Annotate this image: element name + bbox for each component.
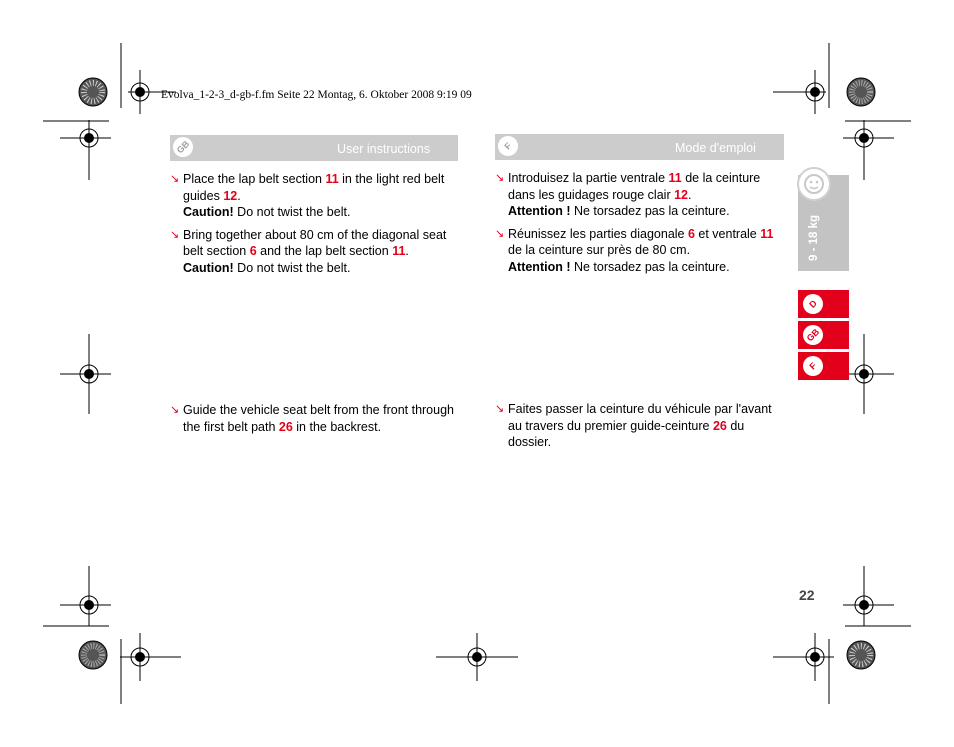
header-title-f: Mode d'emploi (675, 141, 756, 155)
f-steps (495, 170, 785, 281)
arrow-icon: ↘ (495, 227, 505, 240)
weight-group-label: 9 - 18 kg (808, 214, 820, 261)
arrow-icon: ↘ (170, 404, 180, 416)
arrow-icon: ↘ (495, 403, 505, 415)
file-info: Evolva_1-2-3_d-gb-f.fm Seite 22 Montag, 6. Oktober 2008 9:19 09 (161, 89, 472, 101)
f-steps-lower (495, 401, 785, 457)
language-tab-d[interactable]: D (798, 290, 849, 318)
list-item: ↘ Introduisez la partie ventrale 11 de la ceinture dans les guidages rouge clair 12. Attention ! Ne torsadez pas la ceinture. (495, 171, 761, 218)
header-title-gb: User instructions (337, 142, 431, 156)
arrow-icon: ↘ (170, 228, 180, 241)
list-item: ↘ Guide the vehicle seat belt from the front through the first belt path 26 in the backrest. (170, 403, 454, 434)
page-number: 22 (799, 587, 815, 603)
list-item: ↘ Bring together about 80 cm of the diagonal seat belt section 6 and the lap belt section 11. Caution! Do not twist the belt. (170, 227, 447, 275)
list-item: ↘ Faites passer la ceinture du véhicule par l'avant au travers du premier guide-ceinture 26 du dossier. (495, 402, 772, 449)
badge-gb: GB (169, 133, 197, 161)
list-item: ↘ Réunissez les parties diagonale 6 et ventrale 11 de la ceinture sur près de 80 cm. Attention ! Ne torsadez pas la ceinture. (495, 226, 774, 274)
list-item: ↘ Place the lap belt section 11 in the light red belt guides 12. Caution! Do not twist the belt. (170, 172, 445, 219)
arrow-icon: ↘ (495, 172, 505, 184)
gb-steps (170, 171, 462, 282)
language-tab-f[interactable]: F (798, 352, 849, 380)
child-face-icon (797, 167, 831, 201)
language-tab-gb[interactable]: GB (798, 321, 849, 349)
gb-steps-lower (170, 402, 462, 441)
header-gb (170, 135, 458, 161)
header-f (495, 134, 784, 160)
badge-f: F (494, 132, 522, 160)
arrow-icon: ↘ (170, 173, 180, 185)
